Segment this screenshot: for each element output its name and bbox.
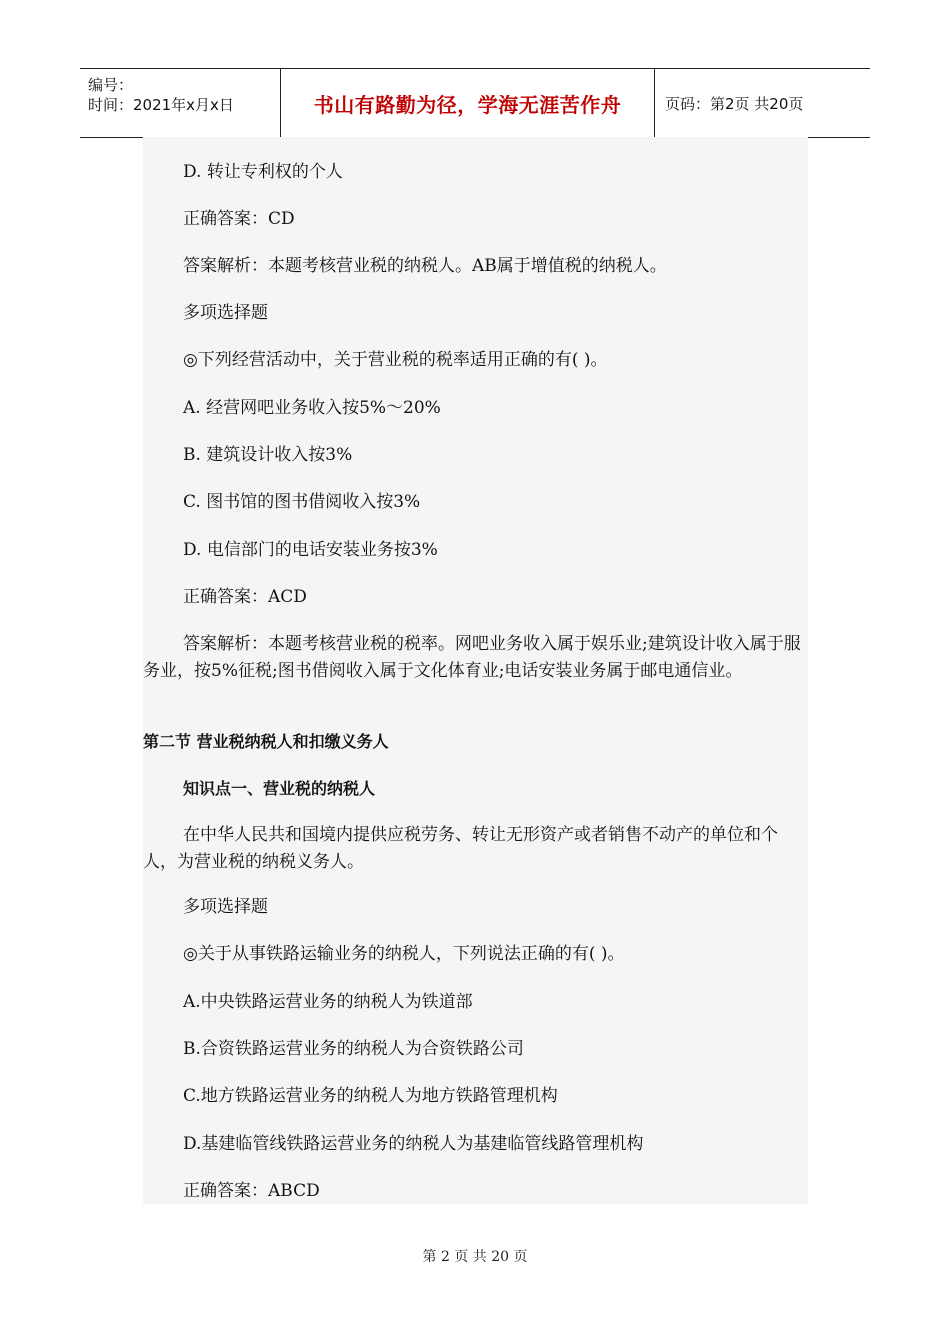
q3-type: 多项选择题	[183, 897, 268, 917]
q2-question: ◎下列经营活动中，关于营业税的税率适用正确的有( )。	[183, 350, 608, 370]
q2-answer: 正确答案：ACD	[183, 587, 307, 607]
knowledge-point-title: 知识点一、营业税的纳税人	[183, 779, 376, 798]
page-footer: 第 2 页 共 20 页	[422, 1249, 528, 1265]
q1-explanation: 答案解析：本题考核营业税的纳税人。AB属于增值税的纳税人。	[183, 256, 667, 276]
q3-answer: 正确答案：ABCD	[183, 1181, 320, 1201]
q3-option-a: A.中央铁路运营业务的纳税人为铁道部	[183, 992, 473, 1012]
q3-option-c: C.地方铁路运营业务的纳税人为地方铁路管理机构	[183, 1086, 558, 1106]
document-body	[143, 137, 808, 1204]
document-date: 时间：2021年x月x日	[88, 96, 234, 114]
q2-option-c: C. 图书馆的图书借阅收入按3%	[183, 492, 421, 512]
q2-type: 多项选择题	[183, 303, 268, 323]
q2-option-a: A. 经营网吧业务收入按5%～20%	[183, 398, 441, 418]
q2-option-d: D. 电信部门的电话安装业务按3%	[183, 540, 438, 560]
q2-option-b: B. 建筑设计收入按3%	[183, 445, 353, 465]
q3-option-d: D.基建临管线铁路运营业务的纳税人为基建临管线路管理机构	[183, 1134, 644, 1154]
q1-option-d: D. 转让专利权的个人	[183, 162, 343, 182]
header-page-info: 页码：第2页 共20页	[665, 94, 804, 113]
section-title: 第二节 营业税纳税人和扣缴义务人	[143, 732, 389, 751]
header-meta	[80, 69, 281, 137]
q1-answer: 正确答案：CD	[183, 209, 295, 229]
document-number-label: 编号：	[88, 76, 134, 94]
q3-question: ◎关于从事铁路运输业务的纳税人，下列说法正确的有( )。	[183, 944, 625, 964]
knowledge-point-text: 在中华人民共和国境内提供应税劳务、转让无形资产或者销售不动产的单位和个人，为营业税的纳税义务人。	[143, 825, 778, 872]
q3-option-b: B.合资铁路运营业务的纳税人为合资铁路公司	[183, 1039, 524, 1059]
q2-explanation: 答案解析：本题考核营业税的税率。网吧业务收入属于娱乐业;建筑设计收入属于服务业，按5%征税;图书借阅收入属于文化体育业;电话安装业务属于邮电通信业。	[143, 634, 801, 681]
page-header	[80, 68, 870, 138]
header-motto: 书山有路勤为径，学海无涯苦作舟	[281, 69, 655, 137]
